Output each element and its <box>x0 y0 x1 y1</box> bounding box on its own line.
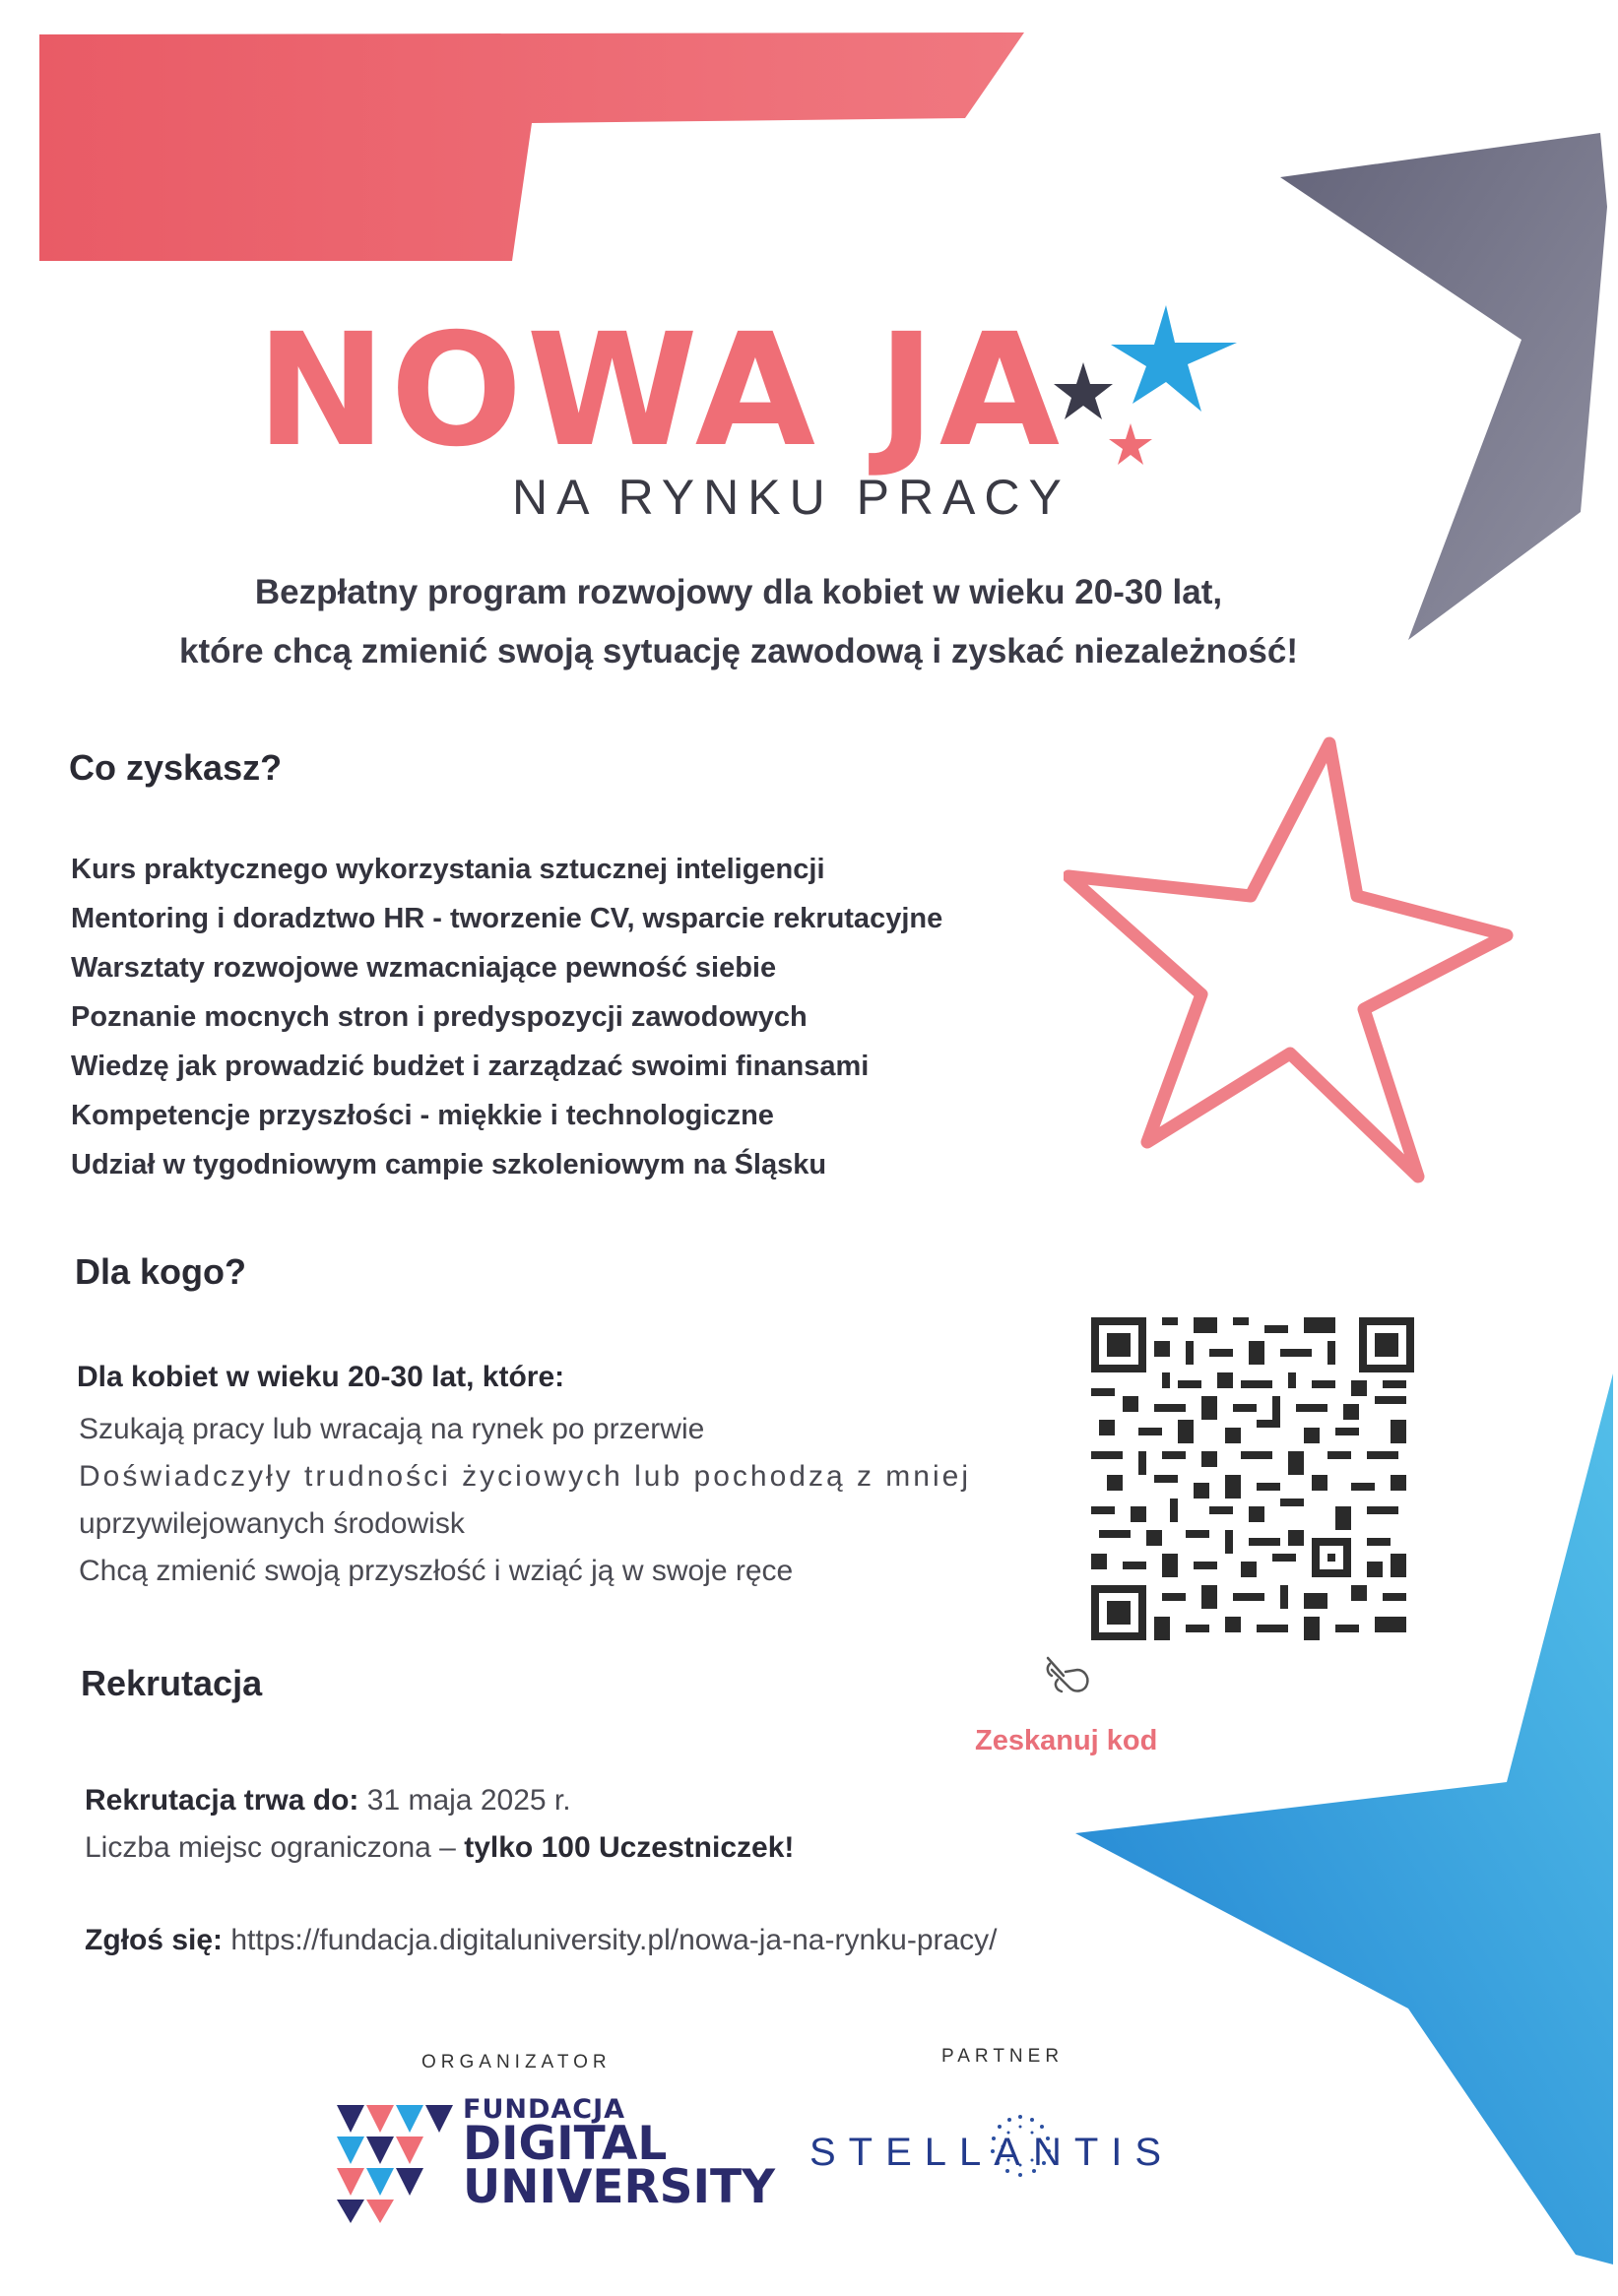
page-title: NOWA JA <box>256 300 1065 481</box>
recruitment-limit <box>85 1831 794 1865</box>
list-item: uprzywilejowanych środowisk <box>79 1507 465 1540</box>
title-stars-icon <box>1044 295 1241 482</box>
organizer-name <box>463 2094 776 2215</box>
list-item: Poznanie mocnych stron i predyspozycji zawodowych <box>71 1001 808 1033</box>
list-item: Doświadczyły trudności życiowych lub pochodzą z mniej <box>79 1460 971 1493</box>
target-intro: Dla kobiet w wieku 20-30 lat, które: <box>77 1361 565 1393</box>
deadline-label: Rekrutacja trwa do: <box>85 1784 359 1817</box>
target-heading: Dla kogo? <box>75 1251 247 1292</box>
list-item: Udział w tygodniowym campie szkoleniowym na Śląsku <box>71 1149 827 1180</box>
organizer-name-line: DIGITAL <box>463 2116 668 2171</box>
hand-pointing-icon <box>1036 1650 1097 1709</box>
qr-caption: Zeskanuj kod <box>975 1725 1158 1756</box>
list-item: Kurs praktycznego wykorzystania sztucznej inteligencji <box>71 854 825 885</box>
list-item: Warsztaty rozwojowe wzmacniające pewność siebie <box>71 952 777 984</box>
recruitment-deadline <box>85 1784 571 1818</box>
organizer-name-line: FUNDACJA <box>463 2094 626 2125</box>
limit-text: Liczba miejsc ograniczona – <box>85 1831 456 1864</box>
partner-name: STELLANTIS <box>809 2131 1175 2174</box>
benefits-list <box>71 845 942 1189</box>
list-item: Mentoring i doradztwo HR - tworzenie CV, wsparcie rekrutacyjne <box>71 903 943 934</box>
outline-star-decoration <box>1064 729 1536 1191</box>
recruitment-heading: Rekrutacja <box>81 1663 263 1703</box>
list-item: Chcą zmienić swoją przyszłość i wziąć ją w swoje ręce <box>79 1555 794 1587</box>
list-item: Wiedzę jak prowadzić budżet i zarządzać swoimi finansami <box>71 1051 870 1082</box>
partner-label: PARTNER <box>941 2046 1065 2067</box>
deadline-value: 31 maja 2025 r. <box>366 1784 571 1817</box>
qr-code-image[interactable] <box>1091 1317 1414 1640</box>
intro-line: które chcą zmienić swoją sytuację zawodową i zyskać niezależność! <box>178 632 1298 670</box>
organizer-name-line: UNIVERSITY <box>463 2160 776 2215</box>
digital-university-logo-icon <box>337 2105 455 2223</box>
list-item: Kompetencje przyszłości - miękkie i technologiczne <box>71 1100 774 1131</box>
intro-text <box>118 563 1359 681</box>
apply-url-link[interactable]: https://fundacja.digitaluniversity.pl/nowa-ja-na-rynku-pracy/ <box>230 1924 998 1956</box>
target-criteria-list <box>79 1406 971 1595</box>
page-subtitle: NA RYNKU PRACY <box>512 470 1070 525</box>
apply-label: Zgłoś się: <box>85 1924 224 1956</box>
benefits-heading: Co zyskasz? <box>69 747 283 788</box>
organizer-label: ORGANIZATOR <box>421 2052 612 2073</box>
apply-line <box>85 1924 998 1957</box>
list-item: Szukają pracy lub wracają na rynek po przerwie <box>79 1413 705 1445</box>
intro-line: Bezpłatny program rozwojowy dla kobiet w wieku 20-30 lat, <box>254 573 1223 611</box>
limit-bold: tylko 100 Uczestniczek! <box>464 1831 795 1864</box>
